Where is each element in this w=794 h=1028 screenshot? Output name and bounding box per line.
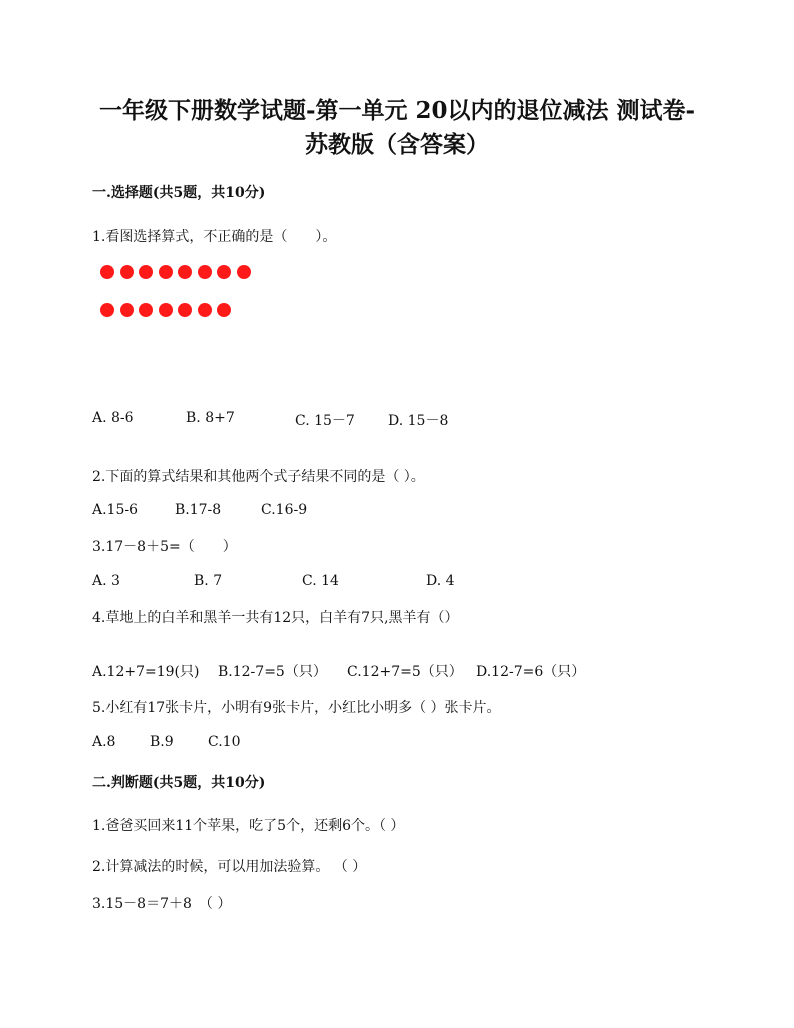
q5-option-c[interactable]: C.10 bbox=[208, 734, 241, 750]
q5-option-a[interactable]: A.8 bbox=[92, 734, 116, 750]
q1-option-d[interactable]: D. 15－8 bbox=[388, 413, 449, 429]
red-dots-row-2 bbox=[100, 303, 240, 319]
red-dot bbox=[217, 265, 231, 279]
section-2-heading: 二.判断题(共5题，共10分) bbox=[92, 775, 266, 791]
q3-option-a[interactable]: A. 3 bbox=[92, 573, 120, 589]
red-dot bbox=[120, 265, 134, 279]
question-2-text: 2.下面的算式结果和其他两个式子结果不同的是（ ）。 bbox=[92, 469, 425, 485]
judge-3-text: 3.15－8＝7＋8 （ ） bbox=[92, 896, 232, 912]
q4-option-b[interactable]: B.12-7=5（只） bbox=[218, 664, 327, 680]
red-dot bbox=[139, 303, 153, 317]
q4-option-a[interactable]: A.12+7=19(只) bbox=[92, 664, 200, 680]
question-3-text: 3.17－8＋5=（ ） bbox=[92, 539, 237, 555]
red-dot bbox=[139, 265, 153, 279]
q2-option-a[interactable]: A.15-6 bbox=[92, 502, 139, 518]
q3-option-d[interactable]: D. 4 bbox=[426, 573, 455, 589]
red-dots-row-1 bbox=[100, 265, 260, 281]
q4-option-c[interactable]: C.12+7=5（只） bbox=[347, 664, 463, 680]
red-dot bbox=[100, 303, 114, 317]
red-dot bbox=[237, 265, 251, 279]
q4-option-d[interactable]: D.12-7=6（只） bbox=[476, 664, 586, 680]
section-1-heading: 一.选择题(共5题，共10分) bbox=[92, 185, 266, 201]
red-dot bbox=[198, 265, 212, 279]
q1-option-a[interactable]: A. 8-6 bbox=[92, 410, 134, 426]
red-dot bbox=[178, 303, 192, 317]
red-dot bbox=[198, 303, 212, 317]
q3-option-b[interactable]: B. 7 bbox=[194, 573, 223, 589]
question-1-text: 1.看图选择算式，不正确的是（ ）。 bbox=[92, 229, 337, 245]
q5-option-b[interactable]: B.9 bbox=[150, 734, 174, 750]
question-4-text: 4.草地上的白羊和黑羊一共有12只，白羊有7只,黑羊有（） bbox=[92, 610, 459, 626]
q1-option-b[interactable]: B. 8+7 bbox=[186, 410, 235, 426]
question-5-text: 5.小红有17张卡片，小明有9张卡片，小红比小明多（ ）张卡片。 bbox=[92, 700, 501, 716]
page-title bbox=[60, 94, 734, 162]
red-dot bbox=[217, 303, 231, 317]
q1-option-c[interactable]: C. 15－7 bbox=[295, 413, 355, 429]
red-dot bbox=[178, 265, 192, 279]
judge-2-text: 2.计算减法的时候，可以用加法验算。 （ ） bbox=[92, 859, 367, 875]
q3-option-c[interactable]: C. 14 bbox=[302, 573, 339, 589]
red-dot bbox=[159, 265, 173, 279]
red-dot bbox=[100, 265, 114, 279]
red-dot bbox=[159, 303, 173, 317]
title-line-2: 苏教版（含答案） bbox=[305, 131, 489, 158]
judge-1-text: 1.爸爸买回来11个苹果，吃了5个，还剩6个。（ ） bbox=[92, 818, 405, 834]
q2-option-b[interactable]: B.17-8 bbox=[175, 502, 222, 518]
title-line-1: 一年级下册数学试题-第一单元 20以内的退位减法 测试卷- bbox=[98, 97, 696, 124]
red-dot bbox=[120, 303, 134, 317]
q2-option-c[interactable]: C.16-9 bbox=[261, 502, 308, 518]
